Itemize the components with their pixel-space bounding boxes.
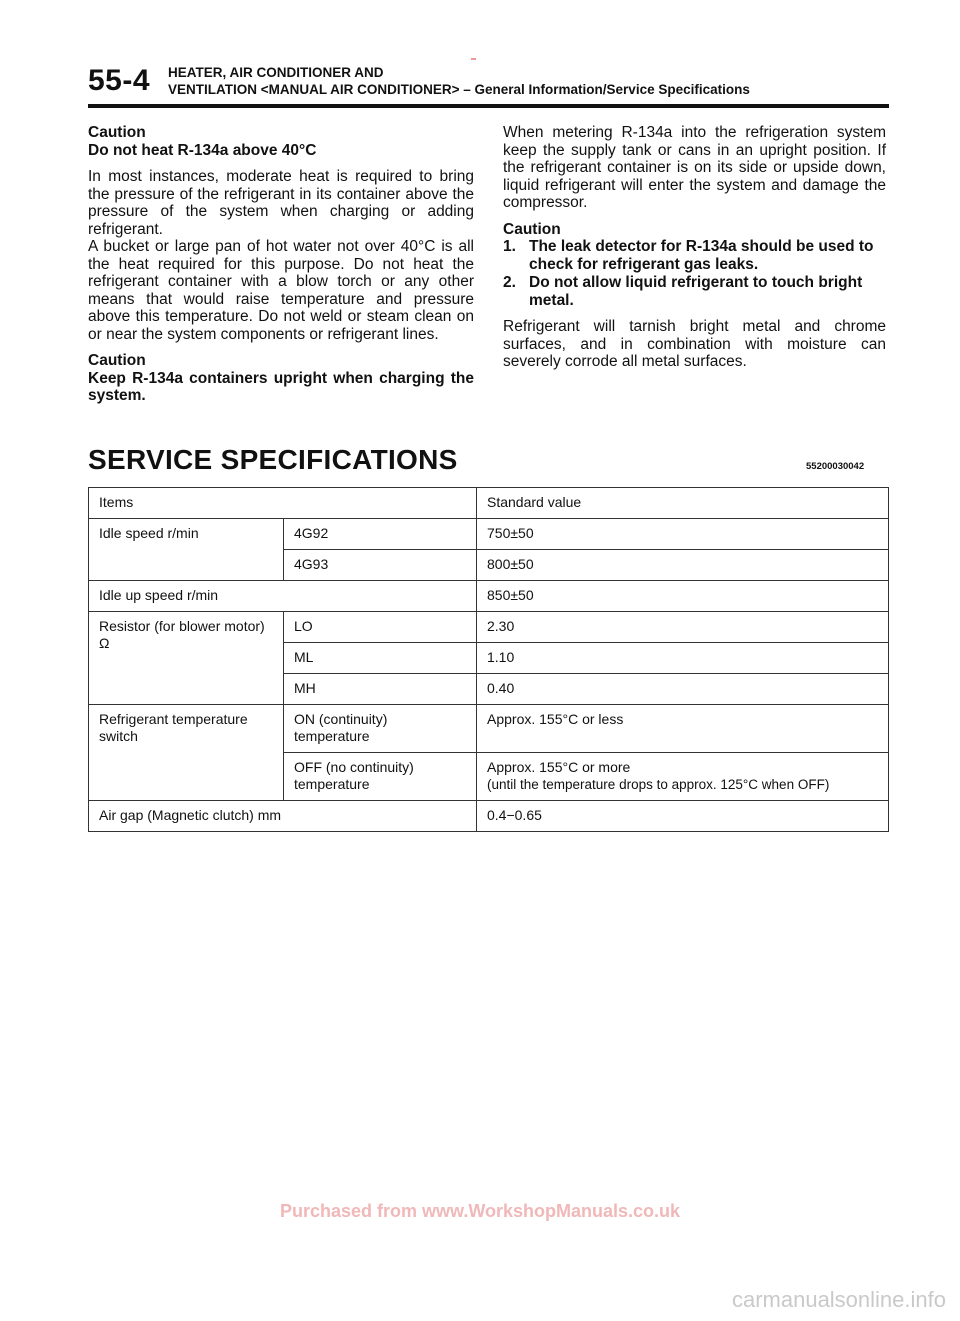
- header-subtitle: VENTILATION <MANUAL AIR CONDITIONER> – General Information/Service Specifications: [168, 82, 750, 97]
- sub-item: MH: [284, 674, 477, 705]
- table-row: [89, 612, 889, 643]
- right-column: [503, 124, 886, 380]
- header-cell-items: Items: [89, 488, 477, 519]
- value-cell: 0.40: [477, 674, 889, 705]
- item-label: Air gap (Magnetic clutch) mm: [89, 801, 477, 832]
- footer-site: carmanualsonline.info: [731, 1287, 946, 1312]
- value-cell: [477, 753, 889, 801]
- sub-item: 4G93: [284, 550, 477, 581]
- scan-mark: [471, 58, 476, 60]
- caution-title: Caution: [88, 352, 146, 369]
- item-text: The leak detector for R-134a should be used to check for refrigerant gas leaks.: [529, 238, 874, 273]
- table-row: [89, 581, 889, 612]
- header-rule: [88, 104, 889, 108]
- table-row: [89, 705, 889, 753]
- header-title: HEATER, AIR CONDITIONER AND: [168, 65, 384, 80]
- item-number: 1.: [503, 238, 516, 255]
- sub-item: OFF (no continuity) temperature: [284, 753, 477, 801]
- table-row: [89, 801, 889, 832]
- spec-table: [88, 487, 889, 832]
- item-number: 2.: [503, 274, 516, 291]
- item-label: Idle up speed r/min: [89, 581, 477, 612]
- paragraph: When metering R-134a into the refrigeration system keep the supply tank or cans in an upright position. If the refrigerant container is on its side or upside down, liquid refrigerant will enter the system and damage the compressor.: [503, 124, 886, 211]
- item-label: Refrigerant temperature switch: [89, 705, 284, 801]
- section-heading: SERVICE SPECIFICATIONS: [88, 444, 458, 475]
- page-header: [88, 62, 888, 108]
- caution-text: Keep R-134a containers upright when charging the system.: [88, 369, 474, 404]
- caution-title: Caution: [503, 220, 561, 238]
- paragraph: In most instances, moderate heat is required to bring the pressure of the refrigerant in its container above the pressure of the system when charging or adding refrigerant.: [88, 168, 474, 238]
- value-note: (until the temperature drops to approx. 125°C when OFF): [487, 777, 830, 792]
- sub-item: ML: [284, 643, 477, 674]
- sub-item: ON (continuity) temperature: [284, 705, 477, 753]
- value-cell: 800±50: [477, 550, 889, 581]
- caution-list: [503, 238, 886, 309]
- item-label: Resistor (for blower motor) Ω: [89, 612, 284, 705]
- watermark: Purchased from www.WorkshopManuals.co.uk: [279, 1201, 681, 1221]
- left-column: [88, 124, 474, 414]
- item-label: Idle speed r/min: [89, 519, 284, 581]
- header-cell-standard: Standard value: [477, 488, 889, 519]
- table-row: [89, 519, 889, 550]
- section-code: 55200030042: [806, 461, 865, 472]
- caution-text: Do not heat R-134a above 40°C: [88, 141, 317, 159]
- sub-item: LO: [284, 612, 477, 643]
- sub-item: 4G92: [284, 519, 477, 550]
- item-text: Do not allow liquid refrigerant to touch bright metal.: [529, 274, 863, 309]
- table-header-row: [89, 488, 889, 519]
- value-cell: 0.4−0.65: [477, 801, 889, 832]
- value-cell: 1.10: [477, 643, 889, 674]
- value-text: Approx. 155°C or more: [487, 759, 631, 775]
- caution-title: Caution: [88, 124, 146, 141]
- paragraph: A bucket or large pan of hot water not over 40°C is all the heat required for this purpose. Do not heat the refrigerant container with a blow torch or any other means that would raise temperature and pressure above this temperature. Do not weld or steam clean on or near the system components or refrigerant lines.: [88, 238, 474, 343]
- paragraph: Refrigerant will tarnish bright metal and chrome surfaces, and in combination with moisture can severely corrode all metal surfaces.: [503, 318, 886, 370]
- value-cell: 750±50: [477, 519, 889, 550]
- value-cell: Approx. 155°C or less: [477, 705, 889, 753]
- value-cell: 2.30: [477, 612, 889, 643]
- page-number: 55-4: [88, 64, 151, 97]
- value-cell: 850±50: [477, 581, 889, 612]
- caution-item: [503, 274, 886, 309]
- caution-item: [503, 238, 886, 273]
